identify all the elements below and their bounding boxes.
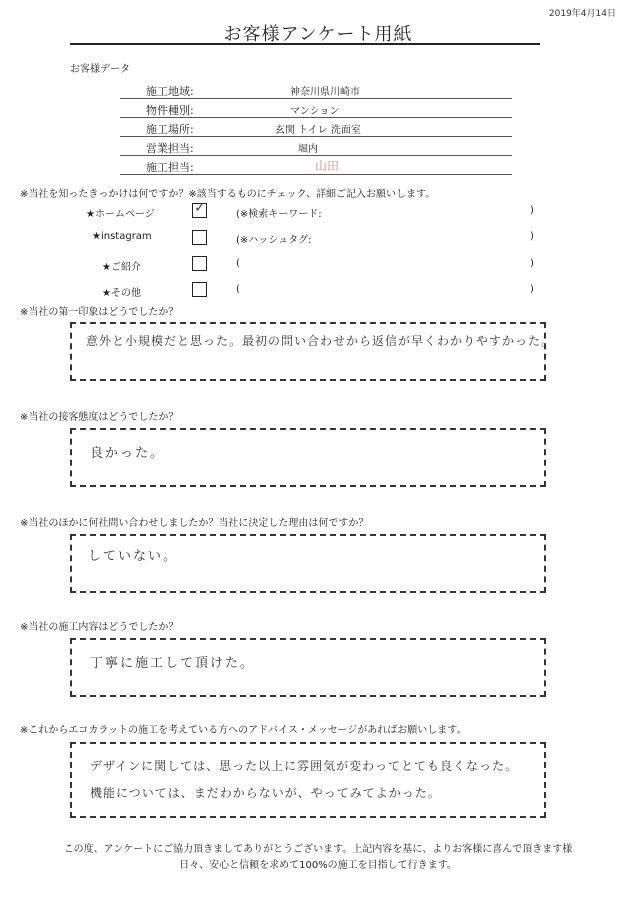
answer-first-impression: 意外と小規模だと思った。最初の問い合わせから返信が早くわかりやすかった。	[86, 334, 555, 348]
info-label: 営業担当:	[146, 142, 194, 155]
option-other-label: ★その他	[102, 288, 141, 299]
question-how-found: ※当社を知ったきっかけは何ですか？※該当するものにチェック、詳細ご記入お願いします。	[20, 189, 436, 200]
question-work-quality: ※当社の施工内容はどうでしたか？	[20, 622, 179, 633]
survey-date: 2019年4月14日	[548, 9, 616, 19]
paren-close: )	[530, 258, 534, 269]
answer-box-first-impression	[70, 322, 546, 381]
customer-info-table	[120, 80, 512, 175]
info-label: 施工場所:	[146, 123, 194, 136]
answer-service-attitude: 良かった。	[90, 446, 166, 461]
installer-handwritten: 山田	[315, 159, 340, 173]
option-other-detail: (	[236, 284, 240, 295]
footer-thanks-line2: 日々、安心と信頼を求めて100%の施工を目指して行きます。	[179, 860, 457, 871]
info-value: マンション	[290, 106, 340, 117]
checkbox-referral[interactable]	[192, 256, 207, 271]
option-referral-label: ★ご紹介	[102, 262, 141, 273]
question-service-attitude: ※当社の接客態度はどうでしたか？	[20, 412, 179, 423]
info-value: 玄関 トイレ 洗面室	[275, 125, 361, 136]
option-homepage-label: ★ホームページ	[86, 209, 155, 220]
info-row-location	[120, 118, 512, 137]
checkbox-homepage[interactable]	[192, 200, 207, 218]
question-first-impression: ※当社の第一印象はどうでしたか？	[20, 307, 179, 318]
question-other-companies: ※当社のほかに何社問い合わせしましたか？当社に決定した理由は何ですか？	[20, 518, 369, 529]
page-title: お客様アンケート用紙	[223, 24, 413, 45]
answer-work-quality: 丁寧に施工して頂けた。	[90, 656, 256, 671]
paren-close: )	[530, 205, 534, 216]
option-homepage-detail: (※検索キーワード:	[236, 209, 322, 220]
customer-data-label: お客様データ	[70, 64, 130, 75]
answer-advice-line2: 機能については、まだわからないが、やってみてよかった。	[90, 786, 441, 800]
info-row-area	[120, 80, 512, 99]
option-referral-detail: (	[236, 258, 240, 269]
checkbox-other[interactable]	[192, 282, 207, 297]
info-label: 施工担当:	[146, 161, 194, 174]
question-advice: ※これからエコカラットの施工を考えている方へのアドバイス・メッセージがあればお願いします。	[20, 725, 467, 736]
answer-advice-line1: デザインに関しては、思った以上に雰囲気が変わってとても良くなった。	[90, 759, 519, 773]
option-instagram-detail: (※ハッシュタグ:	[236, 235, 312, 246]
paren-close: )	[530, 284, 534, 295]
info-row-installer	[120, 156, 512, 175]
info-row-sales-rep	[120, 137, 512, 156]
paren-close: )	[530, 231, 534, 242]
info-label: 物件種別:	[146, 104, 194, 117]
checkmark-icon: ✓	[194, 200, 206, 216]
footer-thanks-line1: この度、アンケートにご協力頂きましてありがとうございます。上記内容を基に、よりお客様に喜んで頂きます様	[63, 844, 573, 855]
answer-box-advice	[70, 742, 546, 818]
title-divider	[70, 43, 540, 45]
option-instagram-label: ★instagram	[92, 231, 152, 242]
info-value: 堀内	[298, 144, 318, 155]
answer-other-companies: していない。	[88, 549, 179, 564]
checkbox-instagram[interactable]	[192, 230, 207, 245]
info-label: 施工地域:	[146, 85, 194, 98]
info-row-property-type	[120, 99, 512, 118]
info-value: 神奈川県川崎市	[290, 87, 360, 98]
